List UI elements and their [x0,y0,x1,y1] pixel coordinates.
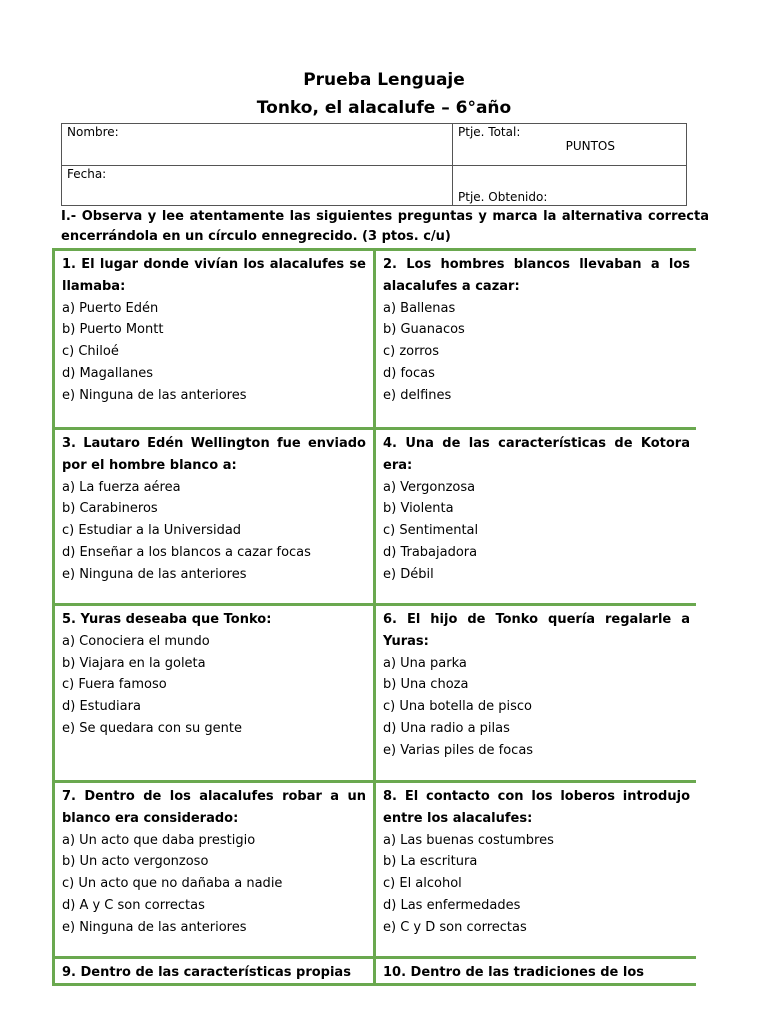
answer-option[interactable]: d) A y C son correctas [62,897,205,913]
question-10 [376,959,697,983]
answer-option[interactable]: e) Varias piles de focas [383,742,534,758]
answer-option[interactable]: b) Guanacos [383,322,465,338]
question-text: 6. El hijo de Tonko quería regalarle a Yuras: [383,612,690,649]
answer-option[interactable]: b) La escritura [383,854,478,870]
question-1 [55,251,373,427]
answer-option[interactable]: c) zorros [383,344,440,360]
answer-option[interactable]: d) Enseñar a los blancos a cazar focas [62,544,311,560]
question-text: 1. El lugar donde vivían los alacalufes se llamaba: [62,257,366,294]
answer-option[interactable]: d) Magallanes [62,365,154,381]
answer-option[interactable]: d) Estudiara [62,699,141,715]
obtained-score-label: Ptje. Obtenido: [458,190,548,204]
question-9 [55,959,373,983]
answer-option[interactable]: c) Un acto que no dañaba a nadie [62,876,283,892]
name-field[interactable] [62,124,453,166]
answer-option[interactable]: e) C y D son correctas [383,919,527,935]
student-info-table [61,123,687,206]
answer-option[interactable]: b) Carabineros [62,501,158,517]
answer-option[interactable]: e) Débil [383,566,434,582]
answer-option[interactable]: e) Se quedara con su gente [62,720,242,736]
total-score-field [453,124,687,166]
instructions: I.- Observa y lee atentamente las siguientes preguntas y marca la alternativa correcta encerrándola en un círculo ennegrecido. (3 ptos. c/u) [61,209,709,244]
answer-option[interactable]: c) Chiloé [62,344,119,360]
question-text: 5. Yuras deseaba que Tonko: [62,612,272,627]
questions-grid [52,248,696,986]
answer-option[interactable]: a) Ballenas [383,300,456,316]
page-title: Prueba Lenguaje [303,70,465,90]
question-text: 8. El contacto con los loberos introdujo entre los alacalufes: [383,789,690,826]
answer-option[interactable]: a) Las buenas costumbres [383,832,554,848]
total-score-label: Ptje. Total: [458,125,521,139]
answer-option[interactable]: a) Un acto que daba prestigio [62,832,256,848]
question-6 [376,606,697,780]
page-subtitle: Tonko, el alacalufe – 6°año [256,98,512,118]
question-text: 3. Lautaro Edén Wellington fue enviado por el hombre blanco a: [62,436,366,473]
points-label: PUNTOS [565,139,615,153]
date-label: Fecha: [67,167,107,181]
question-4 [376,430,697,603]
answer-option[interactable]: e) Ninguna de las anteriores [62,387,247,403]
question-text: 10. Dentro de las tradiciones de los [383,965,645,980]
answer-option[interactable]: c) Sentimental [383,523,479,539]
question-text: 4. Una de las características de Kotora era: [383,436,690,473]
answer-option[interactable]: a) Una parka [383,655,467,671]
question-text: 9. Dentro de las características propias [62,965,351,980]
answer-option[interactable]: e) Ninguna de las anteriores [62,919,247,935]
answer-option[interactable]: b) Una choza [383,677,469,693]
obtained-score-field[interactable] [453,166,687,206]
question-5 [55,606,373,780]
answer-option[interactable]: a) Puerto Edén [62,300,159,316]
answer-option[interactable]: b) Puerto Montt [62,322,164,338]
question-2 [376,251,697,427]
answer-option[interactable]: b) Un acto vergonzoso [62,854,209,870]
question-8 [376,783,697,956]
answer-option[interactable]: a) Conociera el mundo [62,633,210,649]
answer-option[interactable]: c) El alcohol [383,876,462,892]
question-text: 7. Dentro de los alacalufes robar a un blanco era considerado: [62,789,366,826]
name-label: Nombre: [67,125,119,139]
answer-option[interactable]: d) focas [383,365,435,381]
question-3 [55,430,373,603]
answer-option[interactable]: d) Trabajadora [383,544,478,560]
answer-option[interactable]: c) Una botella de pisco [383,699,532,715]
answer-option[interactable]: c) Estudiar a la Universidad [62,523,242,539]
answer-option[interactable]: d) Una radio a pilas [383,720,510,736]
answer-option[interactable]: b) Viajara en la goleta [62,655,206,671]
answer-option[interactable]: e) delfines [383,387,452,403]
answer-option[interactable]: e) Ninguna de las anteriores [62,566,247,582]
answer-option[interactable]: d) Las enfermedades [383,897,521,913]
question-7 [55,783,373,956]
date-field[interactable] [62,166,453,206]
question-text: 2. Los hombres blancos llevaban a los alacalufes a cazar: [383,257,690,294]
answer-option[interactable]: a) Vergonzosa [383,479,476,495]
answer-option[interactable]: b) Violenta [383,501,454,517]
answer-option[interactable]: a) La fuerza aérea [62,479,181,495]
answer-option[interactable]: c) Fuera famoso [62,677,167,693]
